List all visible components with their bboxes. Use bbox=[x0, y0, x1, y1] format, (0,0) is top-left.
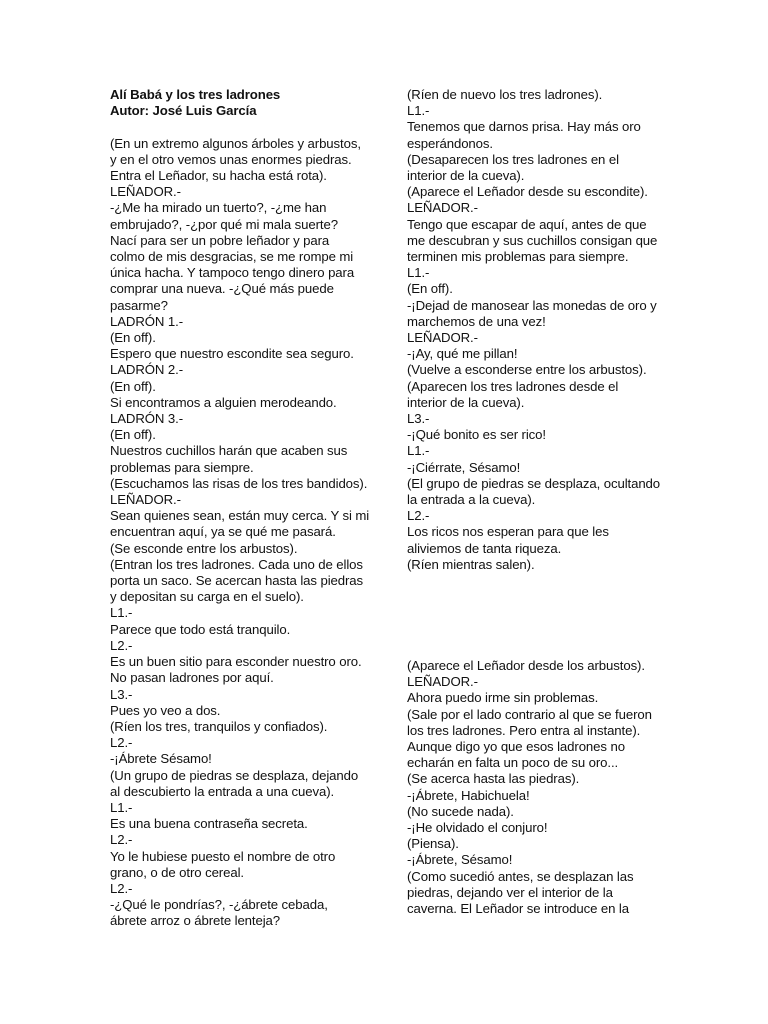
text-line: (En off). bbox=[110, 427, 156, 443]
right-top-lines bbox=[407, 87, 669, 573]
text-line: Es una buena contraseña secreta. bbox=[110, 816, 308, 832]
text-line: LADRÓN 1.- bbox=[110, 313, 184, 329]
text-line: (Sale por el lado contrario al que se fueron bbox=[407, 706, 652, 722]
left-column-lines bbox=[110, 136, 372, 930]
text-line: (Se esconde entre los arbustos). bbox=[110, 540, 298, 556]
text-line: única hacha. Y tampoco tengo dinero para bbox=[110, 265, 355, 281]
text-line: grano, o de otro cereal. bbox=[110, 864, 244, 880]
text-line: LEÑADOR.- bbox=[407, 674, 478, 690]
text-line: LEÑADOR.- bbox=[407, 200, 478, 216]
text-line: Nuestros cuchillos harán que acaben sus bbox=[110, 443, 348, 459]
text-line: (Ríen de nuevo los tres ladrones). bbox=[407, 87, 603, 102]
text-line: caverna. El Leñador se introduce en la bbox=[407, 901, 629, 917]
right-column-bottom bbox=[407, 658, 669, 917]
text-line: ábrete arroz o ábrete lenteja? bbox=[110, 913, 281, 929]
text-line: (Piensa). bbox=[407, 836, 459, 852]
text-line: Aunque digo yo que esos ladrones no bbox=[407, 739, 625, 755]
text-line: L1.- bbox=[110, 605, 133, 621]
text-line: y depositan su carga en el suelo). bbox=[110, 589, 304, 605]
text-line: Pues yo veo a dos. bbox=[110, 702, 221, 718]
text-line: interior de la cueva). bbox=[407, 168, 525, 184]
text-line: embrujado?, -¿por qué mi mala suerte? bbox=[110, 216, 338, 232]
text-line: (Aparece el Leñador desde su escondite). bbox=[407, 184, 648, 200]
text-line: (Aparecen los tres ladrones desde el bbox=[407, 378, 619, 394]
text-line: LEÑADOR.- bbox=[407, 330, 478, 346]
text-line: (En off). bbox=[110, 378, 156, 394]
document-author: Autor: José Luis García bbox=[110, 103, 257, 119]
text-line: (Aparece el Leñador desde los arbustos). bbox=[407, 658, 645, 673]
text-line: los tres ladrones. Pero entra al instante). bbox=[407, 722, 641, 738]
text-line: -¡He olvidado el conjuro! bbox=[407, 820, 548, 836]
text-line: porta un saco. Se acercan hasta las piedras bbox=[110, 573, 364, 589]
text-line: -¡Ciérrate, Sésamo! bbox=[407, 459, 521, 475]
text-line: (Ríen los tres, tranquilos y confiados). bbox=[110, 718, 328, 734]
text-line: L2.- bbox=[110, 637, 133, 653]
text-line: Ahora puedo irme sin problemas. bbox=[407, 690, 599, 706]
right-column-top bbox=[407, 87, 669, 573]
text-line: LEÑADOR.- bbox=[110, 492, 181, 508]
text-line: comprar una nueva. -¿Qué más puede bbox=[110, 281, 334, 297]
text-line: L2.- bbox=[110, 735, 133, 751]
text-line: encuentran aquí, ya se qué me pasará. bbox=[110, 524, 336, 540]
text-line: Nací para ser un pobre leñador y para bbox=[110, 232, 330, 248]
text-line: aliviemos de tanta riqueza. bbox=[407, 540, 562, 556]
text-line: -¡Dejad de manosear las monedas de oro y bbox=[407, 297, 657, 313]
text-line: (Se acerca hasta las piedras). bbox=[407, 771, 580, 787]
spacer bbox=[110, 119, 372, 135]
text-line: LADRÓN 3.- bbox=[110, 411, 184, 427]
text-line: (Ríen mientras salen). bbox=[407, 556, 535, 572]
text-line: (En off). bbox=[407, 281, 453, 297]
text-line: terminen mis problemas para siempre. bbox=[407, 249, 629, 265]
text-line: la entrada a la cueva). bbox=[407, 492, 536, 508]
text-line: me descubran y sus cuchillos consigan que bbox=[407, 232, 658, 248]
text-line: L3.- bbox=[110, 686, 133, 702]
text-line: L1.- bbox=[407, 265, 430, 281]
text-line: interior de la cueva). bbox=[407, 394, 525, 410]
text-line: Espero que nuestro escondite sea seguro. bbox=[110, 346, 354, 362]
text-line: Entra el Leñador, su hacha está rota). bbox=[110, 168, 327, 183]
left-column bbox=[110, 87, 372, 930]
text-line: L2.- bbox=[110, 832, 133, 848]
text-line: L1.- bbox=[110, 799, 133, 815]
text-line: (Escuchamos las risas de los tres bandidos). bbox=[110, 475, 368, 491]
text-line: Yo le hubiese puesto el nombre de otro bbox=[110, 848, 336, 864]
text-line: Es un buen sitio para esconder nuestro oro. bbox=[110, 654, 362, 670]
text-line: (Desaparecen los tres ladrones en el bbox=[407, 151, 619, 167]
text-line: al descubierto la entrada a una cueva). bbox=[110, 783, 335, 799]
text-line: echarán en falta un poco de su oro... bbox=[407, 755, 619, 771]
text-line: -¡Qué bonito es ser rico! bbox=[407, 427, 546, 443]
text-line: L1.- bbox=[407, 103, 430, 119]
text-line: (Entran los tres ladrones. Cada uno de ellos bbox=[110, 556, 363, 572]
text-line: -¡Ábrete Sésamo! bbox=[110, 751, 212, 767]
text-line: esperándonos. bbox=[407, 135, 493, 151]
text-line: Los ricos nos esperan para que les bbox=[407, 524, 609, 540]
text-line: Parece que todo está tranquilo. bbox=[110, 621, 291, 637]
text-line: (Vuelve a esconderse entre los arbustos). bbox=[407, 362, 647, 378]
text-line: LEÑADOR.- bbox=[110, 184, 181, 200]
text-line: piedras, dejando ver el interior de la bbox=[407, 884, 613, 900]
text-line: Sean quienes sean, están muy cerca. Y si mi bbox=[110, 508, 370, 524]
text-line: -¿Qué le pondrías?, -¿ábrete cebada, bbox=[110, 897, 328, 913]
text-line: -¡Ábrete, Habichuela! bbox=[407, 787, 530, 803]
text-line: L2.- bbox=[110, 880, 133, 896]
text-line: LADRÓN 2.- bbox=[110, 362, 184, 378]
text-line: -¡Ay, qué me pillan! bbox=[407, 346, 518, 362]
right-bottom-lines bbox=[407, 658, 669, 917]
text-line: Tenemos que darnos prisa. Hay más oro bbox=[407, 119, 641, 135]
text-line: -¿Me ha mirado un tuerto?, -¿me han bbox=[110, 200, 327, 216]
text-line: (Un grupo de piedras se desplaza, dejando bbox=[110, 767, 359, 783]
text-line: L1.- bbox=[407, 443, 430, 459]
text-line: pasarme? bbox=[110, 297, 168, 313]
text-line: -¡Ábrete, Sésamo! bbox=[407, 852, 513, 868]
text-line: marchemos de una vez! bbox=[407, 313, 546, 329]
text-line: (En un extremo algunos árboles y arbustos, bbox=[110, 135, 361, 151]
document-title: Alí Babá y los tres ladrones bbox=[110, 87, 281, 102]
text-line: L2.- bbox=[407, 508, 430, 524]
text-line: y en el otro vemos unas enormes piedras. bbox=[110, 151, 352, 167]
text-line: Si encontramos a alguien merodeando. bbox=[110, 394, 337, 410]
text-line: L3.- bbox=[407, 411, 430, 427]
text-line: (Como sucedió antes, se desplazan las bbox=[407, 868, 634, 884]
text-line: colmo de mis desgracias, se me rompe mi bbox=[110, 249, 354, 265]
text-line: (En off). bbox=[110, 330, 156, 346]
text-line: No pasan ladrones por aquí. bbox=[110, 670, 274, 686]
text-line: (El grupo de piedras se desplaza, ocultando bbox=[407, 475, 661, 491]
text-line: (No sucede nada). bbox=[407, 803, 514, 819]
text-line: Tengo que escapar de aquí, antes de que bbox=[407, 216, 647, 232]
text-line: problemas para siempre. bbox=[110, 459, 254, 475]
